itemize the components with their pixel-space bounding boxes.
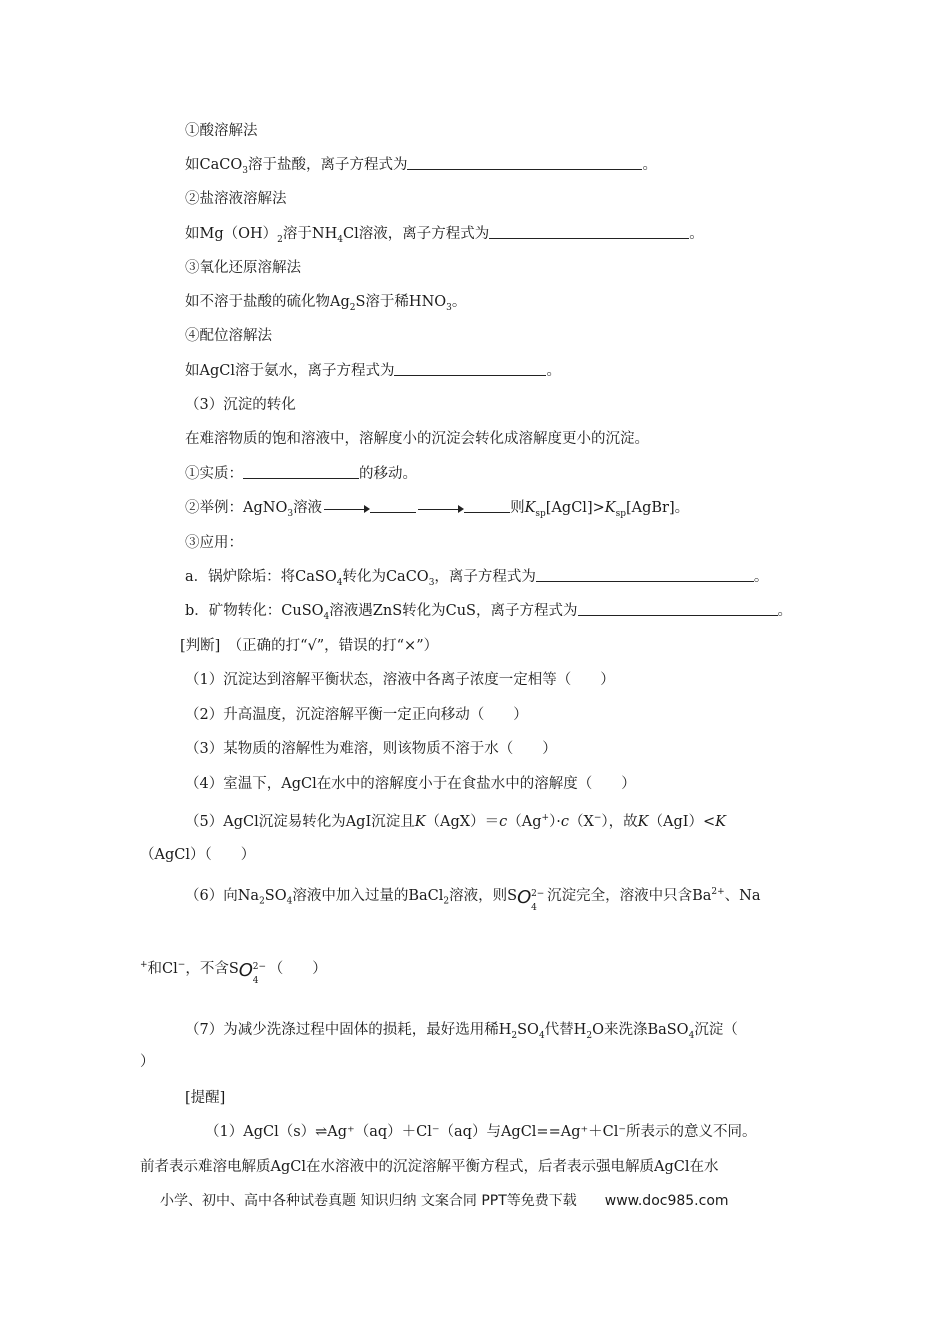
heading-application: ③应用： [185,535,243,551]
text-boiler-descaling: a．锅炉除垢：将CaSO$_4$转化为CaCO$_3$，离子方程式为 。 [185,569,769,588]
judgment-item-5: （5）AgCl沉淀易转化为AgI沉淀且K（AgX）＝c（Ag+）·c（X−），故K（AgI）<K [185,813,726,830]
text-ag2s: 如不溶于盐酸的硫化物$Ag_2S$溶于稀$HNO_3$。 [185,294,467,313]
judgment-item-2: （2）升高温度，沉淀溶解平衡一定正向移动（ ） [185,707,528,723]
judgment-item-7: （7）为减少洗涤过程中固体的损耗，最好选用稀$H_2SO_4$代替$H_2O$来洗涤BaSO$_4$沉淀（ [185,1022,738,1041]
sulfate-formula: O 2− 4 [238,959,267,986]
answer-blank[interactable] [489,224,689,239]
judgment-item-3: （3）某物质的溶解性为难溶，则该物质不溶于水（ ） [185,741,557,757]
reminder-line-1: （1）AgCl（s）⇌Ag⁺（aq）＋Cl⁻（aq）与AgCl==Ag⁺＋Cl⁻所表示的意义不同。 [205,1124,757,1140]
heading-salt-dissolution: ②盐溶液溶解法 [185,191,287,207]
heading-redox-dissolution: ③氧化还原溶解法 [185,260,301,276]
answer-blank[interactable] [394,361,546,376]
text-example: ②举例：AgNO$_3$溶液 则$K_{sp}[AgCl]>K_{sp}[AgBr]$。 [185,500,690,519]
text-mineral-conversion: b．矿物转化：CuSO$_4$溶液遇ZnS转化为CuS，离子方程式为 。 [185,603,792,622]
heading-acid-dissolution: ①酸溶解法 [185,123,258,139]
answer-blank[interactable] [407,155,642,170]
judgment-item-7-cont: ） [140,1054,155,1070]
judgment-item-6: （6）向$Na_2SO_4$溶液中加入过量的BaCl$_2$溶液，则S O 2− 4 沉淀完全，溶液中只含$Ba^{2+}$、Na [185,886,761,913]
text-conversion-rule: 在难溶物质的饱和溶液中，溶解度小的沉淀会转化成溶解度更小的沉淀。 [185,431,649,447]
heading-judgment: [判断] （正确的打“√”，错误的打“×”） [180,638,439,654]
heading-coordination-dissolution: ④配位溶解法 [185,328,272,344]
arrow-icon [418,499,462,510]
text-mgoh2: 如$Mg(OH)_2$溶于$NH_4Cl$溶液，离子方程式为 。 [185,226,704,245]
footer-banner[interactable]: 小学、初中、高中各种试卷真题 知识归纳 文案合同 PPT等免费下载 www.doc985.com [160,1193,729,1209]
sulfate-formula: O 2− 4 [517,886,545,913]
judgment-item-1: （1）沉淀达到溶解平衡状态，溶液中各离子浓度一定相等（ ） [185,672,615,688]
text-essence: ①实质： 的移动。 [185,466,417,482]
heading-reminder: [提醒] [185,1090,226,1106]
answer-blank[interactable] [578,601,778,616]
answer-blank[interactable] [536,567,754,582]
answer-blank[interactable] [464,498,510,513]
answer-blank[interactable] [370,498,416,513]
judgment-item-6-cont: +和Cl−，不含S O 2− 4 （ ） [140,959,327,986]
reminder-line-2: 前者表示难溶电解质AgCl在水溶液中的沉淀溶解平衡方程式，后者表示强电解质AgCl在水 [140,1159,719,1175]
text-agcl-ammonia: 如AgCl溶于氨水，离子方程式为 。 [185,363,561,379]
arrow-icon [324,499,368,510]
text-caco3: 如CaCO$_3$溶于盐酸，离子方程式为 。 [185,157,657,176]
heading-precipitate-conversion: （3）沉淀的转化 [185,397,296,413]
judgment-item-4: （4）室温下，AgCl在水中的溶解度小于在食盐水中的溶解度（ ） [185,776,636,792]
judgment-item-5-cont: （AgCl）（ ） [140,847,256,863]
answer-blank[interactable] [243,464,359,479]
